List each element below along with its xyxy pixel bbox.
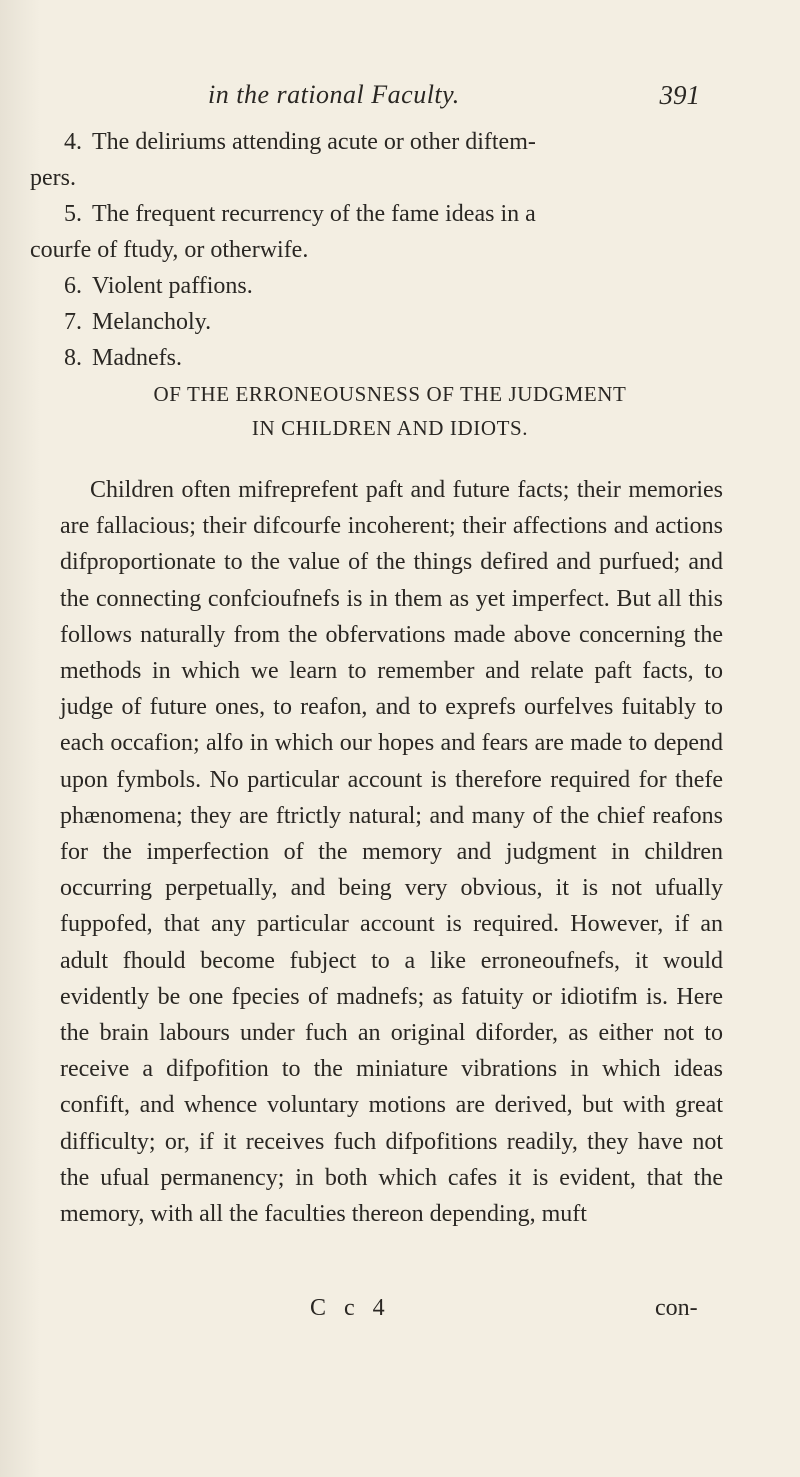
cause-list (30, 124, 720, 376)
list-item-text: Violent paffions. (92, 273, 253, 299)
section-heading (60, 377, 720, 445)
body-paragraph: Children often mifreprefent paft and future facts; their memories are fallacious; their difcourfe incoherent; their affections and actions difproportionate to the value of the things defired and purfued; and the connecting confcioufnefs is in them as yet imperfect. But all this follows naturally from the obfervations made above concerning the methods in which we learn to remember and relate paft facts, to judge of future ones, to reafon, and to exprefs ourfelves fuitably to each occafion; alfo in which our hopes and fears are made to depend upon fymbols. No particular account is therefore required for thefe phænomena; they are ftrictly natural; and many of the chief reafons for the imperfection of the memory and judgment in children occurring perpetually, and being very obvious, it is not ufually fuppofed, that any particular account is required. However, if an adult fhould become fubject to a like erroneoufnefs, it would evidently be one fpecies of madnefs; as fatuity or idiotifm is. Here the brain labours under fuch an original diforder, as either not to receive a difpofition to the miniature vibrations in which ideas confift, and whence voluntary motions are derived, but with great difficulty; or, if it receives fuch difpofitions readily, they have not the ufual permanency; in both which cafes it is evident, that the memory, with all the faculties thereon depending, muft (60, 477, 723, 1228)
section-heading-line-1: OF THE ERRONEOUSNESS OF THE JUDGMENT (153, 382, 627, 406)
list-item-number: 6. (64, 273, 82, 299)
list-item (60, 196, 720, 232)
list-item (60, 268, 720, 304)
page-number: 391 (659, 80, 700, 110)
page-header (180, 80, 700, 120)
list-item (60, 304, 720, 340)
list-item-continuation-text: courfe of ftudy, or otherwife. (30, 237, 309, 263)
list-item-continuation-text: pers. (30, 165, 76, 191)
list-item (60, 124, 720, 160)
list-item-number: 7. (64, 309, 82, 335)
list-item (60, 340, 720, 376)
list-item-number: 4. (64, 129, 82, 155)
list-item-number: 8. (64, 345, 82, 371)
list-item-continuation (30, 160, 720, 196)
catchword: con- (655, 1295, 698, 1321)
list-item-number: 5. (64, 201, 82, 227)
list-item-text: The deliriums attending acute or other diftem- (92, 129, 536, 155)
signature-mark: C c 4 (310, 1295, 391, 1321)
list-item-text: Melancholy. (92, 309, 212, 335)
list-item-text: The frequent recurrency of the fame ideas in a (92, 201, 536, 227)
section-heading-line-2: IN CHILDREN AND IDIOTS. (251, 416, 529, 440)
list-item-text: Madnefs. (92, 345, 182, 371)
list-item-continuation (30, 232, 720, 268)
running-title: in the rational Faculty. (208, 80, 460, 109)
